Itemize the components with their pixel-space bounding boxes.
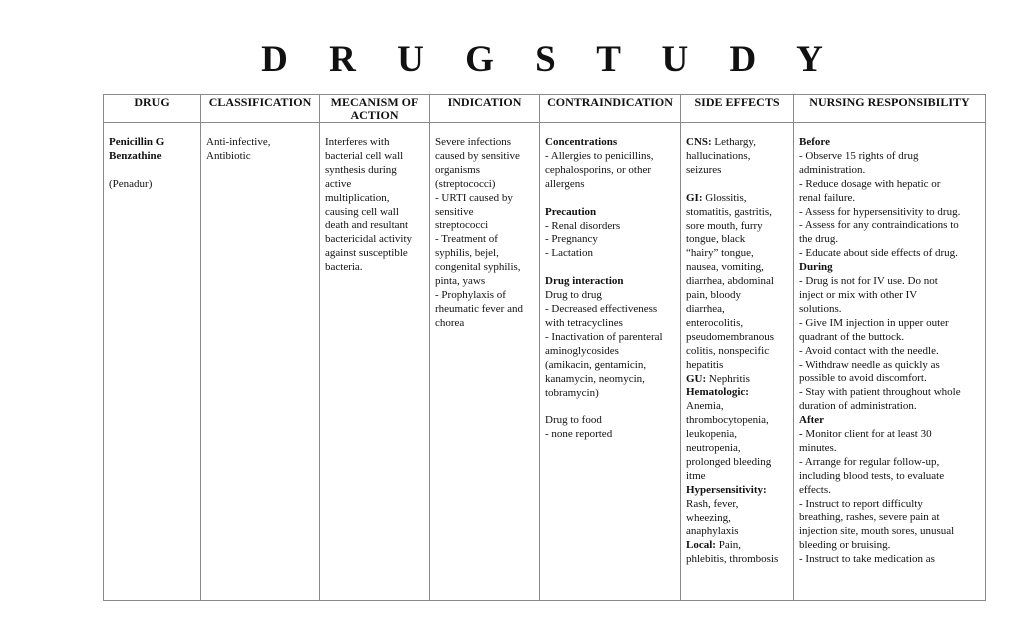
gu-line bbox=[686, 373, 788, 387]
text-line: injection site, mouth sores, unusual bbox=[799, 525, 955, 538]
header-mechanism: MECANISM OF ACTION bbox=[320, 95, 430, 123]
text-line: Rash, fever, bbox=[686, 497, 739, 510]
after-list bbox=[799, 442, 980, 567]
gi-line bbox=[686, 192, 788, 206]
text-line: - Assess for any contraindications to bbox=[799, 219, 959, 232]
text-line: - Drug is not for IV use. Do not bbox=[799, 275, 938, 288]
header-contraindication: CONTRAINDICATION bbox=[540, 95, 681, 123]
text-line: synthesis during bbox=[325, 163, 397, 176]
text-line: (amikacin, gentamicin, bbox=[545, 358, 647, 371]
text-line: bacteria. bbox=[325, 261, 363, 274]
drug-name: Penicillin G bbox=[109, 136, 165, 148]
text-line: - Pregnancy bbox=[545, 233, 598, 246]
text-line: pain, bloody bbox=[686, 289, 741, 302]
hypersensitivity-heading: Hypersensitivity: bbox=[686, 483, 767, 496]
text-line: solutions. bbox=[799, 302, 842, 315]
text-line: Antibiotic bbox=[206, 149, 251, 162]
text-line: - Instruct to report difficulty bbox=[799, 497, 923, 510]
cns-first: Lethargy, bbox=[711, 136, 756, 148]
text-line: tongue, black bbox=[686, 233, 746, 246]
text-line: enterocolitis, bbox=[686, 316, 744, 329]
concentrations-heading: Concentrations bbox=[545, 136, 618, 148]
text-line: - URTI caused by bbox=[435, 191, 513, 204]
cns-list bbox=[686, 150, 788, 178]
text-line: Anemia, bbox=[686, 400, 724, 413]
page-title: D R U G S T U D Y bbox=[261, 39, 839, 80]
text-line: minutes. bbox=[799, 441, 837, 454]
text-line: kanamycin, neomycin, bbox=[545, 372, 645, 385]
text-line: - Renal disorders bbox=[545, 219, 621, 232]
text-line: pinta, yaws bbox=[435, 275, 486, 288]
text-line: Drug to food bbox=[545, 414, 602, 427]
text-line: anaphylaxis bbox=[686, 525, 739, 538]
indication-list bbox=[435, 136, 534, 331]
cell-indication bbox=[430, 123, 540, 601]
text-line: active bbox=[325, 177, 352, 190]
text-line: sensitive bbox=[435, 205, 474, 218]
text-line: Interferes with bbox=[325, 136, 390, 148]
after-first-text: Monitor client for at least 30 bbox=[802, 428, 932, 441]
precaution-heading: Precaution bbox=[545, 205, 597, 218]
before-list bbox=[799, 150, 980, 261]
text-line: stomatitis, gastritis, bbox=[686, 205, 772, 218]
text-line: effects. bbox=[799, 483, 831, 496]
text-line: inject or mix with other IV bbox=[799, 288, 918, 301]
text-line: cephalosporins, or other bbox=[545, 163, 651, 176]
local-line bbox=[686, 539, 788, 553]
after-heading: After bbox=[799, 414, 825, 427]
text-line: chorea bbox=[435, 316, 465, 329]
drug-to-food-list bbox=[545, 414, 675, 442]
text-line: tobramycin) bbox=[545, 386, 599, 399]
text-line: including blood tests, to evaluate bbox=[799, 469, 945, 482]
gi-first: Glossitis, bbox=[702, 191, 747, 204]
text-line: breathing, rashes, severe pain at bbox=[799, 511, 940, 524]
text-line: the drug. bbox=[799, 233, 839, 246]
text-line: possible to avoid discomfort. bbox=[799, 372, 927, 385]
text-line: colitis, nonspecific bbox=[686, 344, 770, 357]
cns-heading: CNS: bbox=[686, 136, 712, 148]
hematologic-list bbox=[686, 400, 788, 483]
text-line: - Arrange for regular follow-up, bbox=[799, 455, 940, 468]
text-line: diarrhea, abdominal bbox=[686, 275, 774, 288]
text-line: itme bbox=[686, 469, 706, 482]
hypersensitivity-list bbox=[686, 498, 788, 540]
text-line: administration. bbox=[799, 163, 866, 176]
precaution-list bbox=[545, 220, 675, 262]
text-line: - Educate about side effects of drug. bbox=[799, 247, 958, 260]
gu-first: Nephritis bbox=[706, 372, 750, 385]
after-first-dash: - bbox=[799, 428, 803, 441]
header-nursing-responsibility: NURSING RESPONSIBILITY bbox=[794, 95, 986, 123]
gi-list bbox=[686, 206, 788, 373]
drug-interaction-list bbox=[545, 289, 675, 400]
text-line: rheumatic fever and bbox=[435, 302, 523, 315]
during-list bbox=[799, 275, 980, 414]
text-line: multiplication, bbox=[325, 191, 390, 204]
drug-name: Benzathine bbox=[109, 149, 162, 162]
local-first: Pain, bbox=[715, 539, 742, 552]
text-line: - Inactivation of parenteral bbox=[545, 330, 663, 343]
text-line: diarrhea, bbox=[686, 302, 725, 315]
text-line: - Assess for hypersensitivity to drug. bbox=[799, 205, 961, 218]
text-line: - Avoid contact with the needle. bbox=[799, 344, 939, 357]
text-line: aminoglycosides bbox=[545, 344, 619, 357]
text-line: against susceptible bbox=[325, 247, 408, 260]
concentrations-list bbox=[545, 150, 675, 192]
text-line: causing cell wall bbox=[325, 205, 399, 218]
header-indication: INDICATION bbox=[430, 95, 540, 123]
text-line: nausea, vomiting, bbox=[686, 261, 764, 274]
text-line: allergens bbox=[545, 177, 585, 190]
text-line: (streptococci) bbox=[435, 177, 496, 190]
text-line: phlebitis, thrombosis bbox=[686, 553, 779, 566]
text-line: Severe infections bbox=[435, 136, 512, 148]
drug-interaction-heading: Drug interaction bbox=[545, 275, 624, 288]
header-side-effects: SIDE EFFECTS bbox=[681, 95, 794, 123]
cell-nursing-responsibility bbox=[794, 123, 986, 601]
text-line: - Treatment of bbox=[435, 233, 498, 246]
text-line: Drug to drug bbox=[545, 289, 602, 302]
mechanism-list bbox=[325, 136, 424, 275]
text-line: pseudomembranous bbox=[686, 330, 774, 343]
text-line: congenital syphilis, bbox=[435, 261, 521, 274]
text-line: - Observe 15 rights of drug bbox=[799, 149, 919, 162]
local-list bbox=[686, 553, 788, 567]
drug-study-table bbox=[103, 94, 986, 601]
classification-list bbox=[206, 136, 314, 164]
text-line: thrombocytopenia, bbox=[686, 414, 769, 427]
header-row bbox=[104, 95, 986, 123]
text-line: bleeding or bruising. bbox=[799, 539, 891, 552]
text-line: hallucinations, bbox=[686, 149, 751, 162]
table-row bbox=[104, 123, 986, 601]
text-line: organisms bbox=[435, 163, 481, 176]
local-heading: Local: bbox=[686, 539, 716, 552]
text-line: Anti-infective, bbox=[206, 136, 271, 148]
text-line: caused by sensitive bbox=[435, 149, 520, 162]
text-line: - Withdraw needle as quickly as bbox=[799, 358, 940, 371]
text-line: - Instruct to take medication as bbox=[799, 553, 935, 566]
text-line: bactericidal activity bbox=[325, 233, 413, 246]
cell-drug bbox=[104, 123, 201, 601]
text-line: - Give IM injection in upper outer bbox=[799, 316, 949, 329]
cell-classification bbox=[201, 123, 320, 601]
gi-heading: GI: bbox=[686, 191, 703, 204]
text-line: bacterial cell wall bbox=[325, 149, 404, 162]
text-line: neutropenia, bbox=[686, 442, 741, 455]
drug-brand: (Penadur) bbox=[109, 177, 153, 190]
cell-contraindication bbox=[540, 123, 681, 601]
text-line: prolonged bleeding bbox=[686, 455, 772, 468]
text-line: “hairy” tongue, bbox=[686, 247, 754, 260]
text-line: duration of administration. bbox=[799, 400, 917, 413]
text-line: leukopenia, bbox=[686, 428, 738, 441]
text-line: sore mouth, furry bbox=[686, 219, 763, 232]
text-line: hepatitis bbox=[686, 358, 724, 371]
header-classification: CLASSIFICATION bbox=[201, 95, 320, 123]
text-line: - none reported bbox=[545, 428, 613, 441]
during-heading: During bbox=[799, 261, 833, 274]
header-drug: DRUG bbox=[104, 95, 201, 123]
text-line: seizures bbox=[686, 163, 722, 176]
text-line: - Lactation bbox=[545, 247, 593, 260]
cell-mechanism bbox=[320, 123, 430, 601]
text-line: with tetracyclines bbox=[545, 316, 623, 329]
before-heading: Before bbox=[799, 136, 830, 148]
gu-heading: GU: bbox=[686, 372, 707, 385]
cns-line bbox=[686, 136, 788, 150]
hematologic-heading: Hematologic: bbox=[686, 386, 749, 399]
text-line: - Prophylaxis of bbox=[435, 288, 506, 301]
text-line: - Decreased effectiveness bbox=[545, 303, 658, 316]
text-line: - Reduce dosage with hepatic or bbox=[799, 177, 941, 190]
cell-side-effects bbox=[681, 123, 794, 601]
text-line: syphilis, bejel, bbox=[435, 247, 499, 260]
text-line: streptococci bbox=[435, 219, 489, 232]
text-line: death and resultant bbox=[325, 219, 409, 232]
text-line: quadrant of the buttock. bbox=[799, 330, 905, 343]
text-line: wheezing, bbox=[686, 511, 731, 524]
after-first-line bbox=[799, 428, 980, 442]
text-line: - Stay with patient throughout whole bbox=[799, 386, 961, 399]
text-line: renal failure. bbox=[799, 191, 856, 204]
text-line: - Allergies to penicillins, bbox=[545, 149, 654, 162]
